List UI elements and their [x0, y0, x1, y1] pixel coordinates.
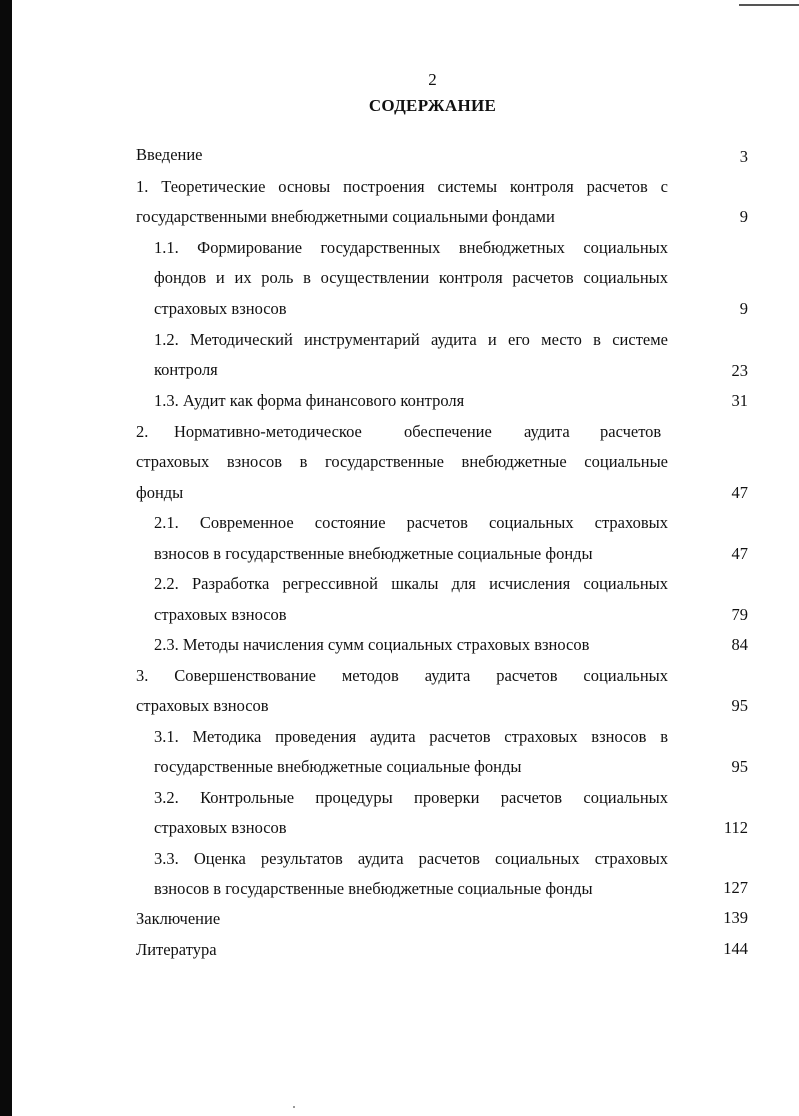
toc-page-literature: 144 — [723, 939, 748, 958]
page-number: 2 — [428, 70, 437, 89]
scan-speck — [293, 1106, 295, 1108]
toc-entry-ch3-line2: страховых взносов — [136, 696, 269, 715]
toc-entry-ch2-word4: аудита — [524, 422, 570, 441]
toc-entry-s1-1-line1: 1.1. Формирование государственных внебюджетных социальных — [154, 238, 668, 257]
toc-entry-s2-2-line2: страховых взносов — [154, 605, 287, 624]
toc-entry-s1-1-line3: страховых взносов — [154, 299, 287, 318]
toc-page-ch3: 95 — [731, 696, 748, 715]
toc-entry-ch2-word5: расчетов — [600, 422, 662, 441]
toc-page-intro: 3 — [739, 147, 748, 166]
toc-entry-s3-2-line1: 3.2. Контрольные процедуры проверки расчетов социальных — [154, 788, 668, 807]
toc-entry-s2-3: 2.3. Методы начисления сумм социальных страховых взносов — [154, 635, 590, 654]
toc-page-s3-3: 127 — [723, 878, 748, 897]
toc-entry-s1-2-line1: 1.2. Методический инструментарий аудита и его место в системе — [154, 330, 668, 349]
toc-page-s2-2: 79 — [731, 605, 748, 624]
toc-entry-s3-3-line2: взносов в государственные внебюджетные социальные фонды — [154, 879, 593, 898]
toc-entry-ch2-word1: 2. — [136, 422, 149, 441]
toc-entry-ch1-line1: 1. Теоретические основы построения системы контроля расчетов с — [136, 177, 668, 196]
toc-entry-ch3-line1: 3. Совершенствование методов аудита расчетов социальных — [136, 666, 668, 685]
toc-page-s2-1: 47 — [731, 544, 748, 563]
toc-entry-s1-3: 1.3. Аудит как форма финансового контроля — [154, 391, 465, 410]
toc-page-s1-2: 23 — [731, 361, 748, 380]
toc-entry-s1-2-line2: контроля — [154, 360, 218, 379]
toc-page-s3-2: 112 — [723, 818, 748, 837]
toc-page-s2-3: 84 — [731, 635, 748, 654]
toc-entry-ch2-line3: фонды — [136, 483, 184, 502]
toc-entry-s3-1-line1: 3.1. Методика проведения аудита расчетов страховых взносов в — [154, 727, 668, 746]
toc-entry-s1-1-line2: фондов и их роль в осуществлении контроля расчетов социальных — [154, 268, 668, 287]
toc-entry-s2-2-line1: 2.2. Разработка регрессивной шкалы для исчисления социальных — [154, 574, 668, 593]
page-title: СОДЕРЖАНИЕ — [368, 96, 497, 115]
toc-entry-conclusion: Заключение — [136, 909, 221, 928]
toc-entry-ch2-line2: страховых взносов в государственные внебюджетные социальные — [136, 452, 668, 471]
toc-entry-ch2-word2: Нормативно-методическое — [174, 422, 362, 441]
toc-entry-literature: Литература — [136, 940, 217, 959]
toc-page-s1-3: 31 — [731, 391, 748, 410]
toc-entry-ch1-line2: государственными внебюджетными социальными фондами — [136, 207, 555, 226]
toc-entry-s2-1-line2: взносов в государственные внебюджетные социальные фонды — [154, 544, 593, 563]
toc-entry-ch2-word3: обеспечение — [404, 422, 492, 441]
toc-entry-intro: Введение — [136, 145, 203, 164]
toc-page-conclusion: 139 — [723, 908, 748, 927]
toc-page-s3-1: 95 — [731, 757, 748, 776]
toc-page-ch2: 47 — [731, 483, 748, 502]
toc-page-s1-1: 9 — [739, 299, 748, 318]
toc-entry-s3-3-line1: 3.3. Оценка результатов аудита расчетов социальных страховых — [154, 849, 668, 868]
toc-entry-s3-2-line2: страховых взносов — [154, 818, 287, 837]
toc-entry-s2-1-line1: 2.1. Современное состояние расчетов социальных страховых — [154, 513, 668, 532]
toc-page-ch1: 9 — [739, 207, 748, 226]
toc-entry-s3-1-line2: государственные внебюджетные социальные фонды — [154, 757, 522, 776]
